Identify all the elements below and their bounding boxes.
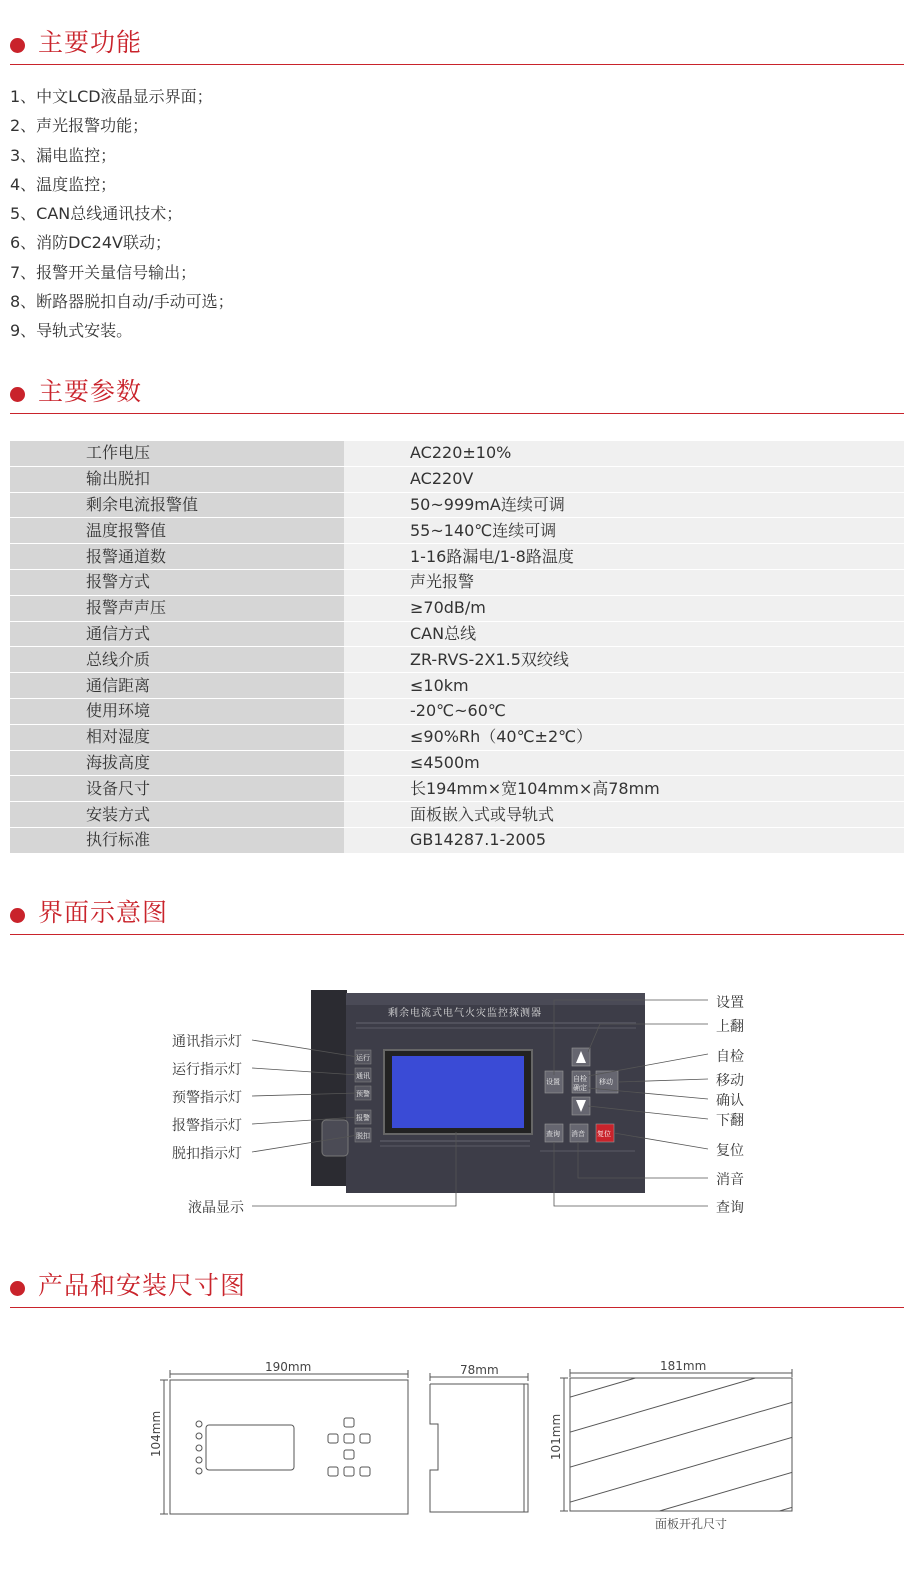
- param-value: 1-16路漏电/1-8路温度: [344, 544, 904, 570]
- table-row: [10, 673, 904, 699]
- table-row: [10, 492, 904, 518]
- front-lcd-outline: [206, 1425, 294, 1470]
- front-width-label: 190mm: [265, 1360, 312, 1374]
- param-name: 相对湿度: [10, 724, 344, 750]
- param-name: 工作电压: [10, 441, 344, 466]
- indicator-label-comm: 通讯: [356, 1072, 370, 1080]
- indicator-label-prealarm: 预警: [356, 1090, 370, 1098]
- label-lcd-display: 液晶显示: [188, 1200, 244, 1216]
- param-value: AC220±10%: [344, 441, 904, 466]
- param-value: AC220V: [344, 466, 904, 492]
- section-title: 主要功能: [38, 28, 143, 57]
- table-row: [10, 802, 904, 828]
- param-value: 面板嵌入式或导轨式: [344, 802, 904, 828]
- param-name: 使用环境: [10, 698, 344, 724]
- param-value: GB14287.1-2005: [344, 827, 904, 853]
- param-name: 报警方式: [10, 569, 344, 595]
- param-name: 通信方式: [10, 621, 344, 647]
- param-name: 通信距离: [10, 673, 344, 699]
- move-key-label: 移动: [599, 1078, 613, 1086]
- label-prealarm-indicator: 预警指示灯: [172, 1090, 242, 1106]
- lcd-screen: [392, 1056, 524, 1128]
- bullet-dot-icon: [10, 908, 25, 923]
- cutout-outline: [570, 1378, 792, 1511]
- label-run-indicator: 运行指示灯: [172, 1062, 242, 1078]
- section-functions: [10, 24, 904, 65]
- table-row: [10, 776, 904, 802]
- bullet-dot-icon: [10, 387, 25, 402]
- label-confirm-key: 确认: [716, 1093, 744, 1109]
- table-row: [10, 441, 904, 466]
- label-reset-key: 复位: [716, 1143, 744, 1159]
- param-value: ≤90%Rh（40℃±2℃）: [344, 724, 904, 750]
- section-interface: [10, 894, 904, 935]
- cutout-caption: 面板开孔尺寸: [655, 1517, 728, 1531]
- label-mute-key: 消音: [716, 1172, 744, 1188]
- query-key-label: 查询: [546, 1130, 560, 1138]
- param-name: 报警声声压: [10, 595, 344, 621]
- dimension-drawings: [0, 1350, 920, 1540]
- label-comm-indicator: 通讯指示灯: [172, 1034, 242, 1050]
- param-value: -20℃~60℃: [344, 698, 904, 724]
- section-title: 界面示意图: [38, 898, 169, 927]
- param-name: 总线介质: [10, 647, 344, 673]
- table-row: [10, 750, 904, 776]
- param-name: 输出脱扣: [10, 466, 344, 492]
- table-row: [10, 569, 904, 595]
- connector-port: [322, 1120, 348, 1156]
- table-row: [10, 647, 904, 673]
- section-title: 主要参数: [38, 377, 143, 406]
- section-header: [10, 373, 904, 414]
- device-side-rail: [311, 990, 347, 1186]
- param-name: 执行标准: [10, 827, 344, 853]
- params-table: [10, 441, 904, 854]
- table-row: [10, 621, 904, 647]
- table-row: [10, 724, 904, 750]
- label-move-key: 移动: [716, 1073, 744, 1089]
- cutout-height-label: 101mm: [549, 1413, 564, 1461]
- set-key-label: 设置: [546, 1078, 560, 1086]
- feature-item: 3、漏电监控；: [10, 145, 117, 165]
- reset-key-label: 复位: [597, 1130, 611, 1138]
- section-title: 产品和安装尺寸图: [38, 1271, 247, 1300]
- param-value: 50~999mA连续可调: [344, 492, 904, 518]
- table-row: [10, 595, 904, 621]
- section-dimensions: [10, 1267, 904, 1308]
- param-value: 声光报警: [344, 569, 904, 595]
- param-value: ≤10km: [344, 673, 904, 699]
- device-title: 剩余电流式电气火灾监控探测器: [388, 1008, 542, 1019]
- param-name: 安装方式: [10, 802, 344, 828]
- section-header: [10, 1267, 904, 1308]
- param-value: ZR-RVS-2X1.5双绞线: [344, 647, 904, 673]
- param-name: 报警通道数: [10, 544, 344, 570]
- confirm-key-label: 确定: [573, 1084, 587, 1092]
- feature-list: [10, 82, 234, 346]
- param-name: 温度报警值: [10, 518, 344, 544]
- section-header: [10, 24, 904, 65]
- section-params: [10, 373, 904, 414]
- bullet-dot-icon: [10, 38, 25, 53]
- dimension-svg: [0, 1350, 920, 1540]
- feature-item: 2、声光报警功能；: [10, 116, 149, 136]
- feature-item: 1、中文LCD液晶显示界面；: [10, 87, 213, 106]
- side-depth-label: 78mm: [460, 1363, 499, 1377]
- selftest-key-label: 自检: [573, 1075, 587, 1083]
- table-row: [10, 466, 904, 492]
- label-up-key: 上翻: [716, 1019, 744, 1035]
- label-query-key: 查询: [716, 1200, 744, 1216]
- param-value: 长194mm×宽104mm×高78mm: [344, 776, 904, 802]
- table-row: [10, 544, 904, 570]
- label-selftest-key: 自检: [716, 1049, 744, 1065]
- param-value: ≥70dB/m: [344, 595, 904, 621]
- table-row: [10, 827, 904, 853]
- side-view-outline: [430, 1384, 528, 1512]
- feature-item: 4、温度监控；: [10, 174, 117, 194]
- param-name: 设备尺寸: [10, 776, 344, 802]
- feature-item: 8、断路器脱扣自动/手动可选；: [10, 292, 234, 312]
- feature-item: 7、报警开关量信号输出；: [10, 262, 197, 282]
- label-set-key: 设置: [716, 995, 744, 1011]
- feature-item: 5、CAN总线通讯技术；: [10, 204, 183, 224]
- indicator-label-run: 运行: [356, 1054, 370, 1062]
- param-name: 海拔高度: [10, 750, 344, 776]
- mute-key-label: 消音: [571, 1130, 585, 1138]
- label-trip-indicator: 脱扣指示灯: [172, 1146, 242, 1162]
- indicator-label-alarm: 报警: [356, 1114, 370, 1122]
- feature-item: 9、导轨式安装。: [10, 321, 133, 341]
- table-row: [10, 698, 904, 724]
- label-down-key: 下翻: [716, 1113, 744, 1129]
- section-header: [10, 894, 904, 935]
- indicator-label-trip: 脱扣: [356, 1132, 370, 1140]
- param-value: 55~140℃连续可调: [344, 518, 904, 544]
- interface-diagram: [0, 980, 920, 1220]
- cutout-width-label: 181mm: [660, 1359, 707, 1373]
- param-value: ≤4500m: [344, 750, 904, 776]
- param-value: CAN总线: [344, 621, 904, 647]
- bullet-dot-icon: [10, 1281, 25, 1296]
- label-alarm-indicator: 报警指示灯: [172, 1118, 242, 1134]
- table-row: [10, 518, 904, 544]
- param-name: 剩余电流报警值: [10, 492, 344, 518]
- front-height-label: 104mm: [149, 1410, 164, 1458]
- feature-item: 6、消防DC24V联动；: [10, 233, 171, 253]
